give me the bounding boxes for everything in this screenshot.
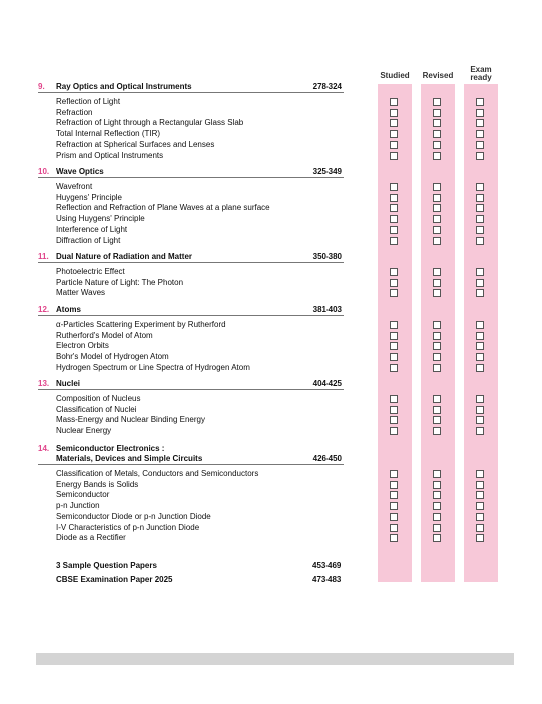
chapter-number: 10.: [38, 167, 50, 176]
exam-ready-checkbox[interactable]: [476, 204, 484, 212]
chapter-heading: [38, 167, 344, 178]
column-header-exam-line1: Exam: [470, 65, 492, 74]
revised-checkbox[interactable]: [433, 470, 441, 478]
chapter-heading: [38, 305, 344, 316]
topic-item: Refraction: [56, 107, 93, 117]
studied-checkbox[interactable]: [390, 491, 398, 499]
revised-checkbox[interactable]: [433, 152, 441, 160]
chapter-pages: 381-403: [312, 305, 342, 314]
revised-checkbox[interactable]: [433, 204, 441, 212]
studied-checkbox[interactable]: [390, 427, 398, 435]
exam-ready-checkbox[interactable]: [476, 321, 484, 329]
topic-item: Diffraction of Light: [56, 235, 121, 245]
topic-item: Hydrogen Spectrum or Line Spectra of Hydrogen Atom: [56, 362, 250, 372]
chapter-number: 14.: [38, 444, 50, 453]
chapter-pages: 404-425: [312, 379, 342, 388]
studied-checkbox[interactable]: [390, 353, 398, 361]
revised-checkbox[interactable]: [433, 268, 441, 276]
studied-checkbox[interactable]: [390, 502, 398, 510]
topic-item: Refraction of Light through a Rectangular Glass Slab: [56, 118, 244, 128]
topic-item: Semiconductor Diode or p-n Junction Diode: [56, 511, 211, 521]
studied-checkbox[interactable]: [390, 141, 398, 149]
chapter-number: 9.: [38, 82, 45, 91]
topic-item: Energy Bands is Solids: [56, 479, 139, 489]
extra-section-title: CBSE Examination Paper 2025: [56, 575, 173, 584]
chapter-title: Nuclei: [56, 379, 81, 388]
topic-item: Huygens' Principle: [56, 192, 123, 202]
exam-ready-checkbox[interactable]: [476, 226, 484, 234]
chapter-title-line2: Materials, Devices and Simple Circuits: [56, 454, 203, 463]
topic-item: Rutherford's Model of Atom: [56, 330, 153, 340]
revised-checkbox[interactable]: [433, 119, 441, 127]
column-header-exam-line2: ready: [470, 73, 492, 82]
studied-checkbox[interactable]: [390, 152, 398, 160]
chapter-heading: [38, 82, 344, 93]
studied-checkbox[interactable]: [390, 183, 398, 191]
topic-item: Electron Orbits: [56, 341, 109, 351]
chapter-title: Wave Optics: [56, 167, 104, 176]
revised-checkbox[interactable]: [433, 194, 441, 202]
revised-checkbox[interactable]: [433, 406, 441, 414]
chapter-title: Dual Nature of Radiation and Matter: [56, 252, 193, 261]
topic-item: Refraction at Spherical Surfaces and Lenses: [56, 139, 215, 149]
revised-checkbox[interactable]: [433, 321, 441, 329]
chapter-heading: [38, 252, 344, 263]
studied-checkbox[interactable]: [390, 204, 398, 212]
studied-checkbox[interactable]: [390, 406, 398, 414]
exam-ready-checkbox[interactable]: [476, 152, 484, 160]
chapter-number: 13.: [38, 379, 50, 388]
exam-ready-checkbox[interactable]: [476, 109, 484, 117]
studied-checkbox[interactable]: [390, 395, 398, 403]
topic-item: Photoelectric Effect: [56, 267, 125, 276]
revised-checkbox[interactable]: [433, 416, 441, 424]
revised-checkbox[interactable]: [433, 481, 441, 489]
topic-item: Diode as a Rectifier: [56, 533, 126, 543]
exam-ready-checkbox[interactable]: [476, 491, 484, 499]
exam-ready-checkbox[interactable]: [476, 98, 484, 106]
exam-ready-checkbox[interactable]: [476, 364, 484, 372]
revised-checkbox[interactable]: [433, 215, 441, 223]
studied-checkbox[interactable]: [390, 237, 398, 245]
topic-item: Classification of Nuclei: [56, 404, 137, 414]
chapter-pages: 350-380: [312, 252, 342, 261]
extra-section-title: 3 Sample Question Papers: [56, 561, 157, 570]
exam-ready-checkbox[interactable]: [476, 427, 484, 435]
exam-ready-checkbox[interactable]: [476, 279, 484, 287]
revised-checkbox[interactable]: [433, 279, 441, 287]
exam-ready-checkbox[interactable]: [476, 502, 484, 510]
revised-checkbox[interactable]: [433, 353, 441, 361]
topic-item: Semiconductor: [56, 490, 110, 500]
chapter-pages: 278-324: [312, 82, 342, 91]
studied-checkbox[interactable]: [390, 268, 398, 276]
chapter-title: Ray Optics and Optical Instruments: [56, 82, 192, 91]
footer-bar: [36, 653, 514, 665]
column-header-revised: Revised: [422, 71, 454, 80]
revised-checkbox[interactable]: [433, 109, 441, 117]
topic-item: Matter Waves: [56, 288, 106, 298]
exam-ready-checkbox[interactable]: [476, 183, 484, 191]
topic-item: Bohr's Model of Hydrogen Atom: [56, 352, 169, 362]
exam-ready-checkbox[interactable]: [476, 237, 484, 245]
studied-checkbox[interactable]: [390, 279, 398, 287]
revised-checkbox[interactable]: [433, 342, 441, 350]
exam-ready-checkbox[interactable]: [476, 215, 484, 223]
studied-checkbox[interactable]: [390, 513, 398, 521]
revised-checkbox[interactable]: [433, 534, 441, 542]
chapter-heading: [38, 444, 344, 465]
revised-checkbox[interactable]: [433, 237, 441, 245]
studied-checkbox[interactable]: [390, 215, 398, 223]
topic-item: Total Internal Reflection (TIR): [56, 129, 161, 139]
topic-item: Particle Nature of Light: The Photon: [56, 277, 184, 287]
topic-item: Wavefront: [56, 182, 93, 191]
studied-checkbox[interactable]: [390, 194, 398, 202]
exam-ready-checkbox[interactable]: [476, 416, 484, 424]
extra-section-pages: 453-469: [312, 561, 342, 570]
topic-item: Interference of Light: [56, 224, 128, 234]
chapter-heading: [38, 379, 344, 390]
exam-ready-checkbox[interactable]: [476, 534, 484, 542]
exam-ready-checkbox[interactable]: [476, 289, 484, 297]
studied-checkbox[interactable]: [390, 98, 398, 106]
topic-item: Using Huygens' Principle: [56, 214, 145, 224]
topic-item: Prism and Optical Instruments: [56, 150, 164, 160]
exam-ready-checkbox[interactable]: [476, 470, 484, 478]
studied-checkbox[interactable]: [390, 364, 398, 372]
revised-checkbox[interactable]: [433, 502, 441, 510]
exam-ready-checkbox[interactable]: [476, 268, 484, 276]
column-header-exam: [464, 66, 498, 82]
revised-checkbox[interactable]: [433, 427, 441, 435]
chapter-pages: 426-450: [312, 454, 342, 463]
exam-ready-checkbox[interactable]: [476, 119, 484, 127]
studied-checkbox[interactable]: [390, 534, 398, 542]
exam-ready-checkbox[interactable]: [476, 342, 484, 350]
topic-item: Classification of Metals, Conductors and Semiconductors: [56, 469, 259, 478]
studied-checkbox[interactable]: [390, 342, 398, 350]
column-header-studied: Studied: [380, 71, 410, 80]
revised-checkbox[interactable]: [433, 395, 441, 403]
topic-item: I-V Characteristics of p-n Junction Diode: [56, 522, 200, 532]
exam-ready-checkbox[interactable]: [476, 353, 484, 361]
revised-checkbox[interactable]: [433, 491, 441, 499]
exam-ready-checkbox[interactable]: [476, 524, 484, 532]
revised-checkbox[interactable]: [433, 183, 441, 191]
studied-checkbox[interactable]: [390, 470, 398, 478]
revised-checkbox[interactable]: [433, 364, 441, 372]
exam-ready-checkbox[interactable]: [476, 406, 484, 414]
topic-item: Nuclear Energy: [56, 426, 112, 436]
studied-checkbox[interactable]: [390, 130, 398, 138]
topic-item: α-Particles Scattering Experiment by Rutherford: [56, 320, 226, 329]
studied-checkbox[interactable]: [390, 226, 398, 234]
studied-checkbox[interactable]: [390, 119, 398, 127]
revised-checkbox[interactable]: [433, 130, 441, 138]
revised-checkbox[interactable]: [433, 524, 441, 532]
revised-checkbox[interactable]: [433, 226, 441, 234]
studied-checkbox[interactable]: [390, 321, 398, 329]
topic-item: Reflection of Light: [56, 97, 121, 106]
exam-ready-checkbox[interactable]: [476, 513, 484, 521]
studied-checkbox[interactable]: [390, 481, 398, 489]
studied-checkbox[interactable]: [390, 416, 398, 424]
chapter-title: Atoms: [56, 305, 81, 314]
revised-checkbox[interactable]: [433, 332, 441, 340]
studied-checkbox[interactable]: [390, 109, 398, 117]
exam-ready-checkbox[interactable]: [476, 130, 484, 138]
topic-item: p-n Junction: [56, 501, 100, 511]
revised-checkbox[interactable]: [433, 141, 441, 149]
exam-ready-checkbox[interactable]: [476, 395, 484, 403]
chapter-number: 12.: [38, 305, 50, 314]
studied-checkbox[interactable]: [390, 332, 398, 340]
topic-item: Composition of Nucleus: [56, 394, 141, 403]
chapter-pages: 325-349: [312, 167, 342, 176]
extra-section-pages: 473-483: [312, 575, 342, 584]
chapter-number: 11.: [38, 252, 49, 261]
studied-checkbox[interactable]: [390, 289, 398, 297]
studied-checkbox[interactable]: [390, 524, 398, 532]
exam-ready-checkbox[interactable]: [476, 481, 484, 489]
exam-ready-checkbox[interactable]: [476, 194, 484, 202]
topic-item: Mass-Energy and Nuclear Binding Energy: [56, 415, 205, 425]
revised-checkbox[interactable]: [433, 289, 441, 297]
exam-ready-checkbox[interactable]: [476, 332, 484, 340]
topic-item: Reflection and Refraction of Plane Waves at a plane surface: [56, 203, 270, 213]
revised-checkbox[interactable]: [433, 98, 441, 106]
exam-ready-checkbox[interactable]: [476, 141, 484, 149]
revised-checkbox[interactable]: [433, 513, 441, 521]
chapter-title: Semiconductor Electronics :: [56, 444, 165, 453]
